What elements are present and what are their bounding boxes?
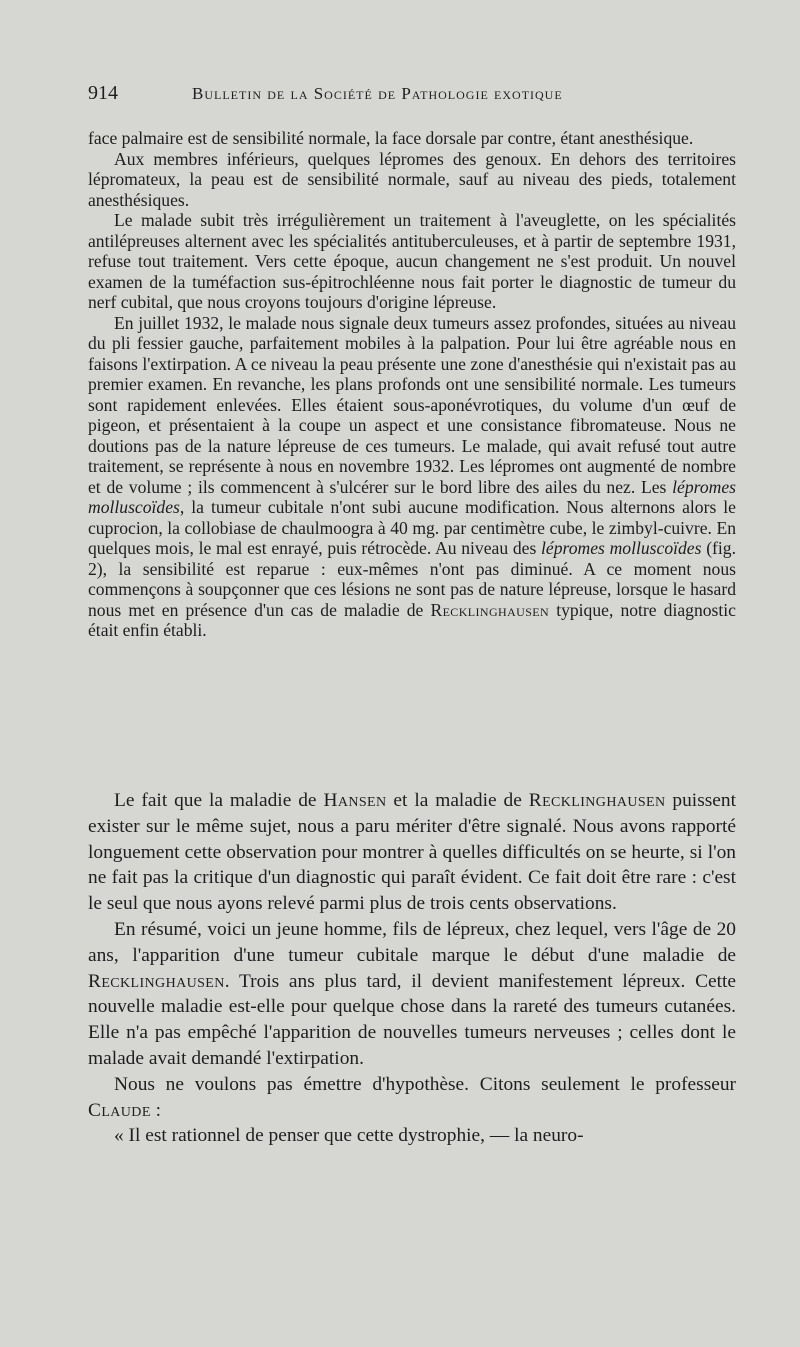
p4-smallcaps: Recklinghausen xyxy=(430,599,550,620)
paragraph-4 xyxy=(88,313,736,641)
running-title: Bulletin de la Société de Pathologie exotique xyxy=(192,84,563,103)
p5-text-c: puissent exister sur le même sujet, nous a paru mériter d'être signalé. Nous avons rapporté longuement cette observation pour montrer à quelles difficultés on se heurte, si l'on ne fait pas la critique d'un diagnostic qui paraît évident. Ce fait doit être rare : c'est le seul que nous ayons relevé parmi plus de trois cents observations. xyxy=(88,790,736,915)
p6-text-a: En résumé, voici un jeune homme, fils de lépreux, chez lequel, vers l'âge de 20 ans, l'apparition d'une tumeur cubitale marque le début d'une maladie de xyxy=(88,918,736,966)
paragraph-3: Le malade subit très irrégulièrement un traitement à l'aveuglette, on les spécialités antilépreuses alternent avec les spécialités antituberculeuses, et à partir de septembre 1931, refuse tout traitement. Vers cette époque, aucun changement ne s'est produit. Un nouvel examen de la tuméfaction sus-épitrochléenne nous fait porter le diagnostic de tumeur du nerf cubital, que nous croyons toujours d'origine lépreuse. xyxy=(88,210,736,312)
p5-text-a: Le fait que la maladie de xyxy=(114,790,317,811)
paragraph-2: Aux membres inférieurs, quelques lépromes des genoux. En dehors des territoires lépromateux, la peau est de sensibilité normale, sauf au niveau des pieds, totalement anesthésiques. xyxy=(88,148,736,210)
p4-text-c: (fig. 2), la sensibilité est reparue : eux-mêmes n'ont pas diminué. A ce moment nous commençons à soupçonner que ces lésions ne sont pas de nature lépreuse, lorsque le hasard nous met en présence d'un cas de maladie de xyxy=(88,538,736,620)
observation-text xyxy=(88,128,736,641)
p6-smallcaps: Recklinghausen xyxy=(88,970,225,992)
paragraph-6 xyxy=(88,917,736,1072)
p5-smallcaps-1: Hansen xyxy=(323,790,387,811)
paragraph-7 xyxy=(88,1072,736,1124)
p6-text-b: . Trois ans plus tard, il devient manifestement lépreux. Cette nouvelle maladie est-elle pour quelque chose dans la rareté des tumeurs cutanées. Elle n'a pas empêché l'apparition de nouvelles tumeurs nerveuses ; celles dont le malade avait demandé l'extirpation. xyxy=(88,970,736,1069)
page-header xyxy=(88,82,738,106)
page-number: 914 xyxy=(88,82,118,104)
p5-smallcaps-2: Recklinghausen xyxy=(528,790,666,811)
p4-italic-1: lépromes molluscoïdes xyxy=(88,476,736,517)
p4-text-d: typique, notre diagnostic était enfin établi. xyxy=(88,599,736,640)
discussion-text xyxy=(88,788,736,1149)
paragraph-5 xyxy=(88,788,736,917)
p4-text-b: , la tumeur cubitale n'ont subi aucune modification. Nous alternons alors le cuprocion, la collobiase de chaulmoogra à 40 mg. par centimètre cube, le zimbyl-cuivre. En quelques mois, le mal est enrayé, puis rétrocède. Au niveau des xyxy=(88,497,736,558)
p4-italic-2: lépromes molluscoïdes xyxy=(541,538,702,558)
p7-text-b: : xyxy=(150,1099,162,1121)
p7-text-a: Nous ne voulons pas émettre d'hypothèse. Citons seulement le professeur xyxy=(114,1073,736,1095)
paragraph-1: face palmaire est de sensibilité normale, la face dorsale par contre, étant anesthésique. xyxy=(88,128,694,148)
p7-smallcaps: Claude xyxy=(88,1099,151,1121)
p5-text-b: et la maladie de xyxy=(386,790,522,811)
paragraph-8: « Il est rationnel de penser que cette dystrophie, — la neuro- xyxy=(114,1125,584,1147)
p4-text-a: En juillet 1932, le malade nous signale deux tumeurs assez profondes, situées au niveau du pli fessier gauche, parfaitement mobiles à la palpation. Pour lui être agréable nous en faisons l'extirpation. A ce niveau la peau présente une zone d'anesthésie qui n'existait pas au premier examen. En revanche, les plans profonds ont une sensibilité normale. Les tumeurs sont rapidement enlevées. Elles étaient sous-aponévrotiques, du volume d'un œuf de pigeon, et présentaient à la coupe un aspect et une consistance fibromateuse. Nous ne doutions pas de la nature lépreuse de ces tumeurs. Le malade, qui avait refusé tout autre traitement, se représente à nous en novembre 1932. Les lépromes ont augmenté de nombre et de volume ; ils commencent à s'ulcérer sur le bord libre des ailes du nez. Les xyxy=(88,312,736,497)
